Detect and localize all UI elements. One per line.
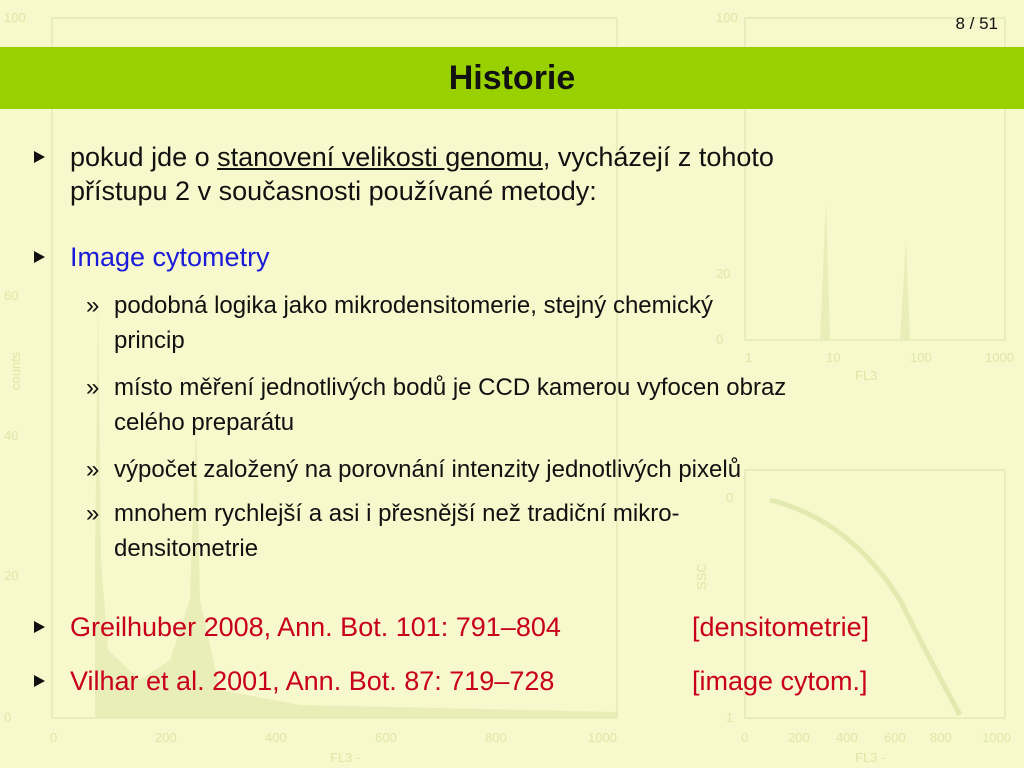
subbullet-line1: místo měření jednotlivých bodů je CCD kamerou vyfocen obraz: [114, 374, 787, 401]
reference-tag: [image cytom.]: [692, 666, 868, 696]
br-plot-xtick-400: 400: [836, 730, 858, 745]
bullet-arrow-icon: [34, 675, 45, 687]
subbullet-logic: [86, 288, 1006, 358]
subbullet-line1: výpočet založený na porovnání intenzity jednotlivých pixelů: [114, 456, 742, 483]
reference-greilhuber: [34, 610, 994, 644]
left-plot-ytick-60: 60: [4, 288, 19, 303]
br-plot-xtick-800: 800: [930, 730, 952, 745]
left-plot-ytick-40: 40: [4, 428, 19, 443]
bullet-arrow-icon: [34, 621, 45, 633]
subbullet-ccd: [86, 370, 1006, 440]
br-plot-xtick-600: 600: [884, 730, 906, 745]
left-plot-xtick-800: 800: [485, 730, 507, 745]
subbullet-marker: »: [86, 374, 100, 401]
left-plot-xtick-400: 400: [265, 730, 287, 745]
subbullet-marker: »: [86, 500, 100, 527]
tr-plot-xtick-10: 10: [826, 350, 841, 365]
subbullet-text: [114, 370, 786, 440]
bullet-text-prefix: pokud jde o: [70, 142, 218, 172]
br-plot-xtick-0: 0: [741, 730, 749, 745]
reference-vilhar: [34, 664, 994, 698]
slide-title: Historie: [448, 58, 576, 97]
br-plot-ylabel: SSC: [694, 563, 709, 590]
subbullet-marker: »: [86, 292, 100, 319]
subbullet-text: [114, 288, 713, 358]
br-plot-xlabel: FL3 -: [855, 750, 886, 765]
subbullet-line2: princip: [114, 327, 185, 354]
subbullet-calculation: [86, 452, 1006, 487]
reference-tag: [densitometrie]: [692, 612, 870, 642]
left-plot-xlabel: FL3 -: [330, 750, 361, 765]
page-number: 8 / 51: [955, 14, 998, 33]
subbullet-line1: podobná logika jako mikrodensitomerie, stejný chemický: [114, 292, 713, 319]
reference-citation[interactable]: Greilhuber 2008, Ann. Bot. 101: 791–804: [70, 612, 561, 642]
subbullet-line1: mnohem rychlejší a asi i přesnější než tradiční mikro-: [114, 500, 680, 527]
left-plot-ytick-0: 0: [4, 710, 12, 725]
subbullet-text: [114, 496, 680, 566]
bullet-text-suffix: , vycházejí z tohoto: [542, 142, 774, 172]
br-plot-ytick-0: 0: [726, 490, 734, 505]
bullet-genome-size: [34, 140, 994, 210]
subbullet-line2: celého preparátu: [114, 409, 295, 436]
tr-plot-xtick-1000: 1000: [985, 350, 1014, 365]
bullet-arrow-icon: [34, 151, 45, 163]
br-plot-xtick-200: 200: [788, 730, 810, 745]
subbullet-marker: »: [86, 456, 100, 483]
reference-citation[interactable]: Vilhar et al. 2001, Ann. Bot. 87: 719–728: [70, 666, 555, 696]
image-cytometry-link[interactable]: Image cytometry: [70, 242, 270, 272]
tr-plot-ytick-100: 100: [716, 10, 738, 25]
bullet-arrow-icon: [34, 251, 45, 263]
br-plot-ytick-1: 1: [726, 710, 734, 725]
bullet-text-line2: přístupu 2 v současnosti používané metody:: [70, 176, 597, 206]
bullet-text: [70, 140, 774, 208]
left-plot-xtick-200: 200: [155, 730, 177, 745]
tr-plot-ytick-20: 20: [716, 266, 731, 281]
br-plot-xtick-1000: 1000: [982, 730, 1011, 745]
left-plot-ytick-20: 20: [4, 568, 19, 583]
subbullet-line2: densitometrie: [114, 535, 259, 562]
left-plot-xtick-600: 600: [375, 730, 397, 745]
left-plot-ytick-100: 100: [4, 10, 26, 25]
tr-plot-xlabel: FL3: [855, 368, 878, 383]
left-plot-xtick-0: 0: [50, 730, 58, 745]
left-plot-ylabel: counts: [8, 351, 23, 390]
tr-plot-ytick-0: 0: [716, 332, 724, 347]
genome-size-link[interactable]: stanovení velikosti genomu: [217, 142, 543, 172]
subbullet-faster: [86, 496, 1006, 566]
left-plot-xtick-1000: 1000: [588, 730, 617, 745]
bullet-image-cytometry: [34, 240, 994, 274]
tr-plot-xtick-100: 100: [910, 350, 932, 365]
tr-plot-xtick-1: 1: [745, 350, 753, 365]
